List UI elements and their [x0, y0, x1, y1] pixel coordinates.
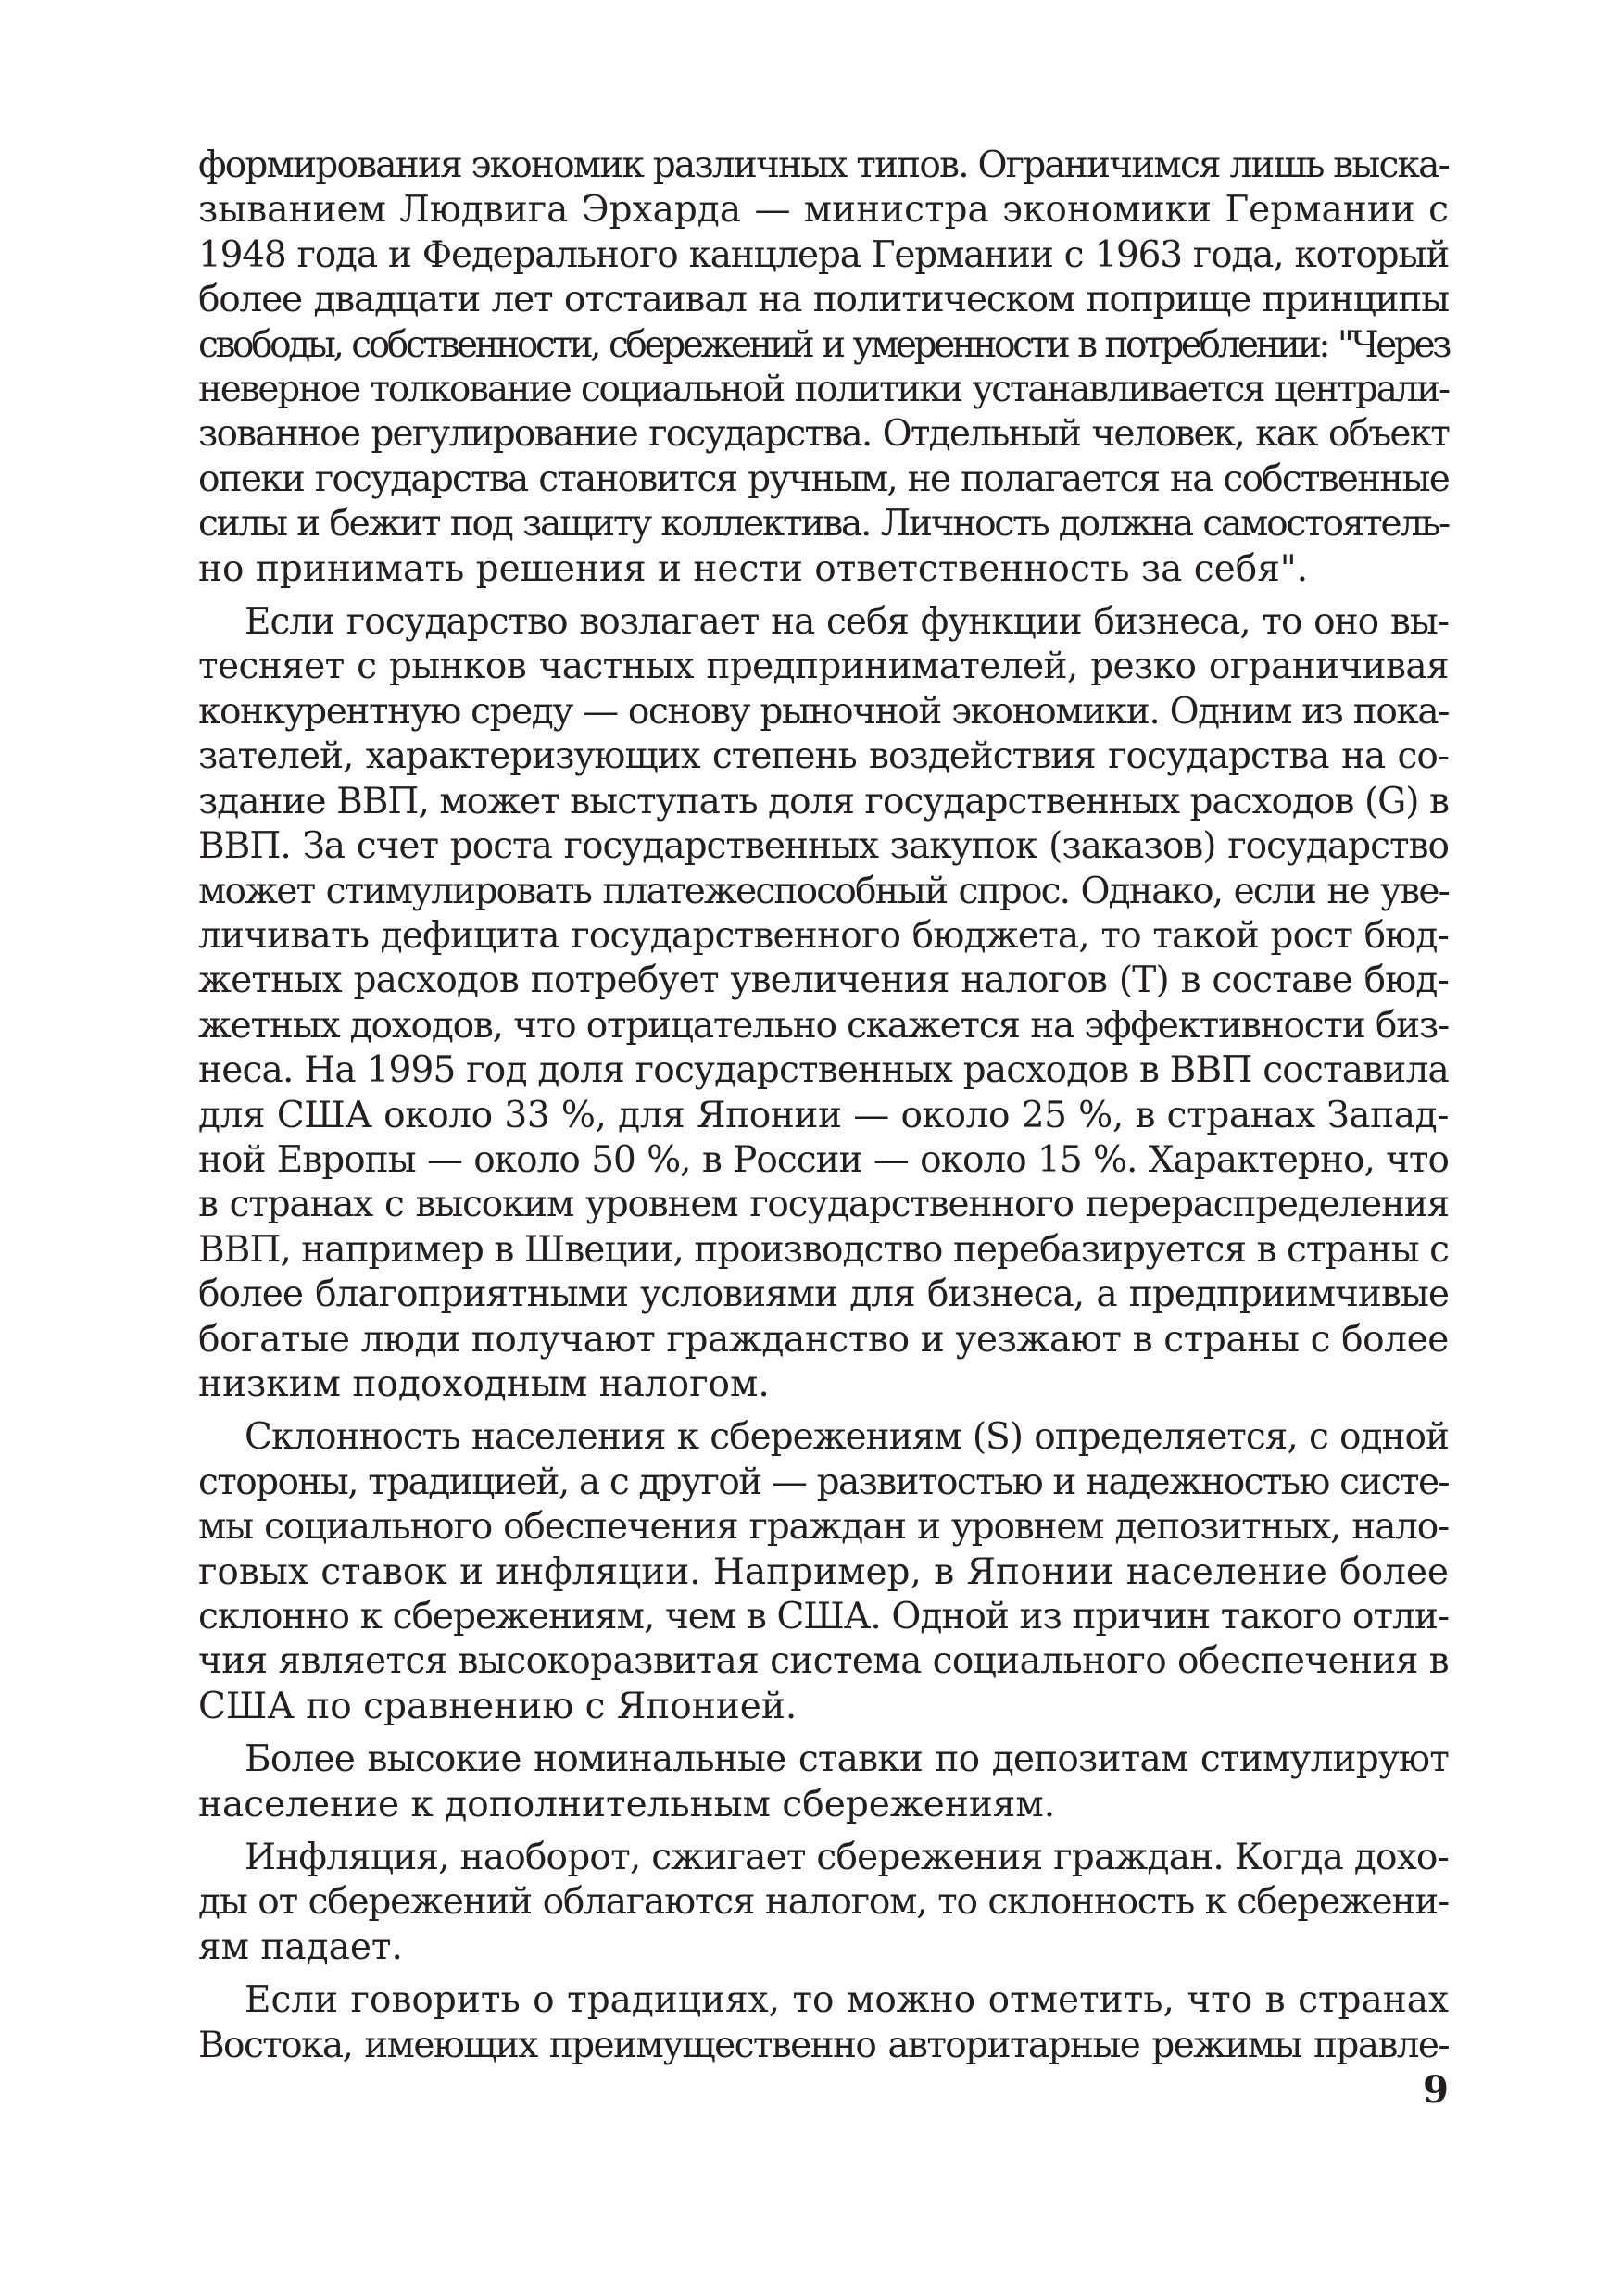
text-line: конкурентную среду — основу рыночной экономики. Одним из пока- — [198, 690, 1449, 733]
text-line: личивать дефицита государственного бюджета, то такой рост бюд- — [198, 914, 1449, 957]
text-line: Востока, имеющих преимущественно авторитарные режимы правле- — [198, 2024, 1449, 2066]
text-line: 1948 года и Федерального канцлера Германии с 1963 года, который — [198, 233, 1449, 276]
text-line: в странах с высоким уровнем государственного перераспределения — [198, 1184, 1449, 1226]
text-line: Если говорить о традициях, то можно отметить, что в странах — [245, 1979, 1449, 2022]
text-line: здание ВВП, может выступать доля государственных расходов (G) в — [198, 780, 1449, 822]
text-line: богатые люди получают гражданство и уезжают в страны с более — [198, 1318, 1449, 1361]
paragraph-3 — [198, 1415, 1449, 1729]
text-line: население к дополнительным сбережениям. — [198, 1783, 1056, 1826]
text-line: для США около 33 %, для Японии — около 25 %, в странах Запад- — [198, 1094, 1449, 1136]
text-line: неверное толкование социальной политики устанавливается централи- — [198, 369, 1449, 411]
text-line: зованное регулирование государства. Отдельный человек, как объект — [198, 413, 1449, 456]
text-line: Если государство возлагает на себя функции бизнеса, то оно вы- — [245, 601, 1449, 644]
page-body — [198, 144, 1449, 2076]
text-line: зыванием Людвига Эрхарда — министра экономики Германии с — [198, 189, 1449, 232]
paragraph-4 — [198, 1738, 1449, 1827]
text-line: ВВП. За счет роста государственных закупок (заказов) государство — [198, 825, 1449, 868]
text-line: Инфляция, наоборот, сжигает сбережения граждан. Когда дохо- — [245, 1837, 1449, 1879]
text-line: более благоприятными условиями для бизнеса, а предприимчивые — [198, 1273, 1449, 1316]
paragraph-6 — [198, 1978, 1449, 2068]
text-line: ной Европы — около 50 %, в России — около 15 %. Характерно, что — [198, 1138, 1449, 1181]
paragraph-2 — [198, 600, 1449, 1407]
text-line: свободы, собственности, сбережений и умеренности в потреблении: "Через — [198, 323, 1449, 366]
text-line: мы социального обеспечения граждан и уровнем депозитных, нало- — [198, 1506, 1449, 1549]
text-line: опеки государства становится ручным, не полагается на собственные — [198, 458, 1449, 500]
text-line: зателей, характеризующих степень воздействия государства на со- — [198, 735, 1449, 778]
text-line: неса. На 1995 год доля государственных расходов в ВВП составила — [198, 1049, 1449, 1092]
text-line: более двадцати лет отстаивал на политическом поприще принципы — [198, 279, 1449, 321]
text-line: тесняет с рынков частных предпринимателей, резко ограничивая — [198, 646, 1449, 688]
text-line: но принимать решения и нести ответственность за себя". — [198, 547, 1309, 590]
text-line: стороны, традицией, а с другой — развитостью и надежностью систе- — [198, 1461, 1449, 1503]
text-line: жетных расходов потребует увеличения налогов (T) в составе бюд- — [198, 960, 1449, 1002]
text-line: склонно к сбережениям, чем в США. Одной из причин такого отли- — [198, 1596, 1449, 1637]
text-line: низким подоходным налогом. — [198, 1362, 770, 1405]
text-line: может стимулировать платежеспособный спрос. Однако, если не уве- — [198, 870, 1449, 912]
text-line: США по сравнению с Японией. — [198, 1685, 798, 1727]
text-line: ям падает. — [198, 1926, 403, 1968]
text-line: ды от сбережений облагаются налогом, то склонность к сбережени- — [198, 1881, 1449, 1924]
text-line: говых ставок и инфляции. Например, в Японии население более — [198, 1550, 1449, 1593]
paragraph-1 — [198, 144, 1449, 592]
paragraph-5 — [198, 1836, 1449, 1970]
page-number: 9 — [1423, 2068, 1449, 2112]
text-line: жетных доходов, что отрицательно скажется на эффективности биз- — [198, 1004, 1449, 1047]
text-line: силы и бежит под защиту коллектива. Личность должна самостоятель- — [198, 503, 1449, 546]
text-line: Более высокие номинальные ставки по депозитам стимулируют — [245, 1738, 1449, 1781]
text-line: Склонность населения к сбережениям (S) определяется, с одной — [245, 1416, 1449, 1459]
text-line: ВВП, например в Швеции, производство перебазируется в страны с — [198, 1228, 1449, 1271]
text-line: формирования экономик различных типов. Ограничимся лишь выска- — [198, 144, 1449, 186]
text-line: чия является высокоразвитая система социального обеспечения в — [198, 1640, 1449, 1683]
